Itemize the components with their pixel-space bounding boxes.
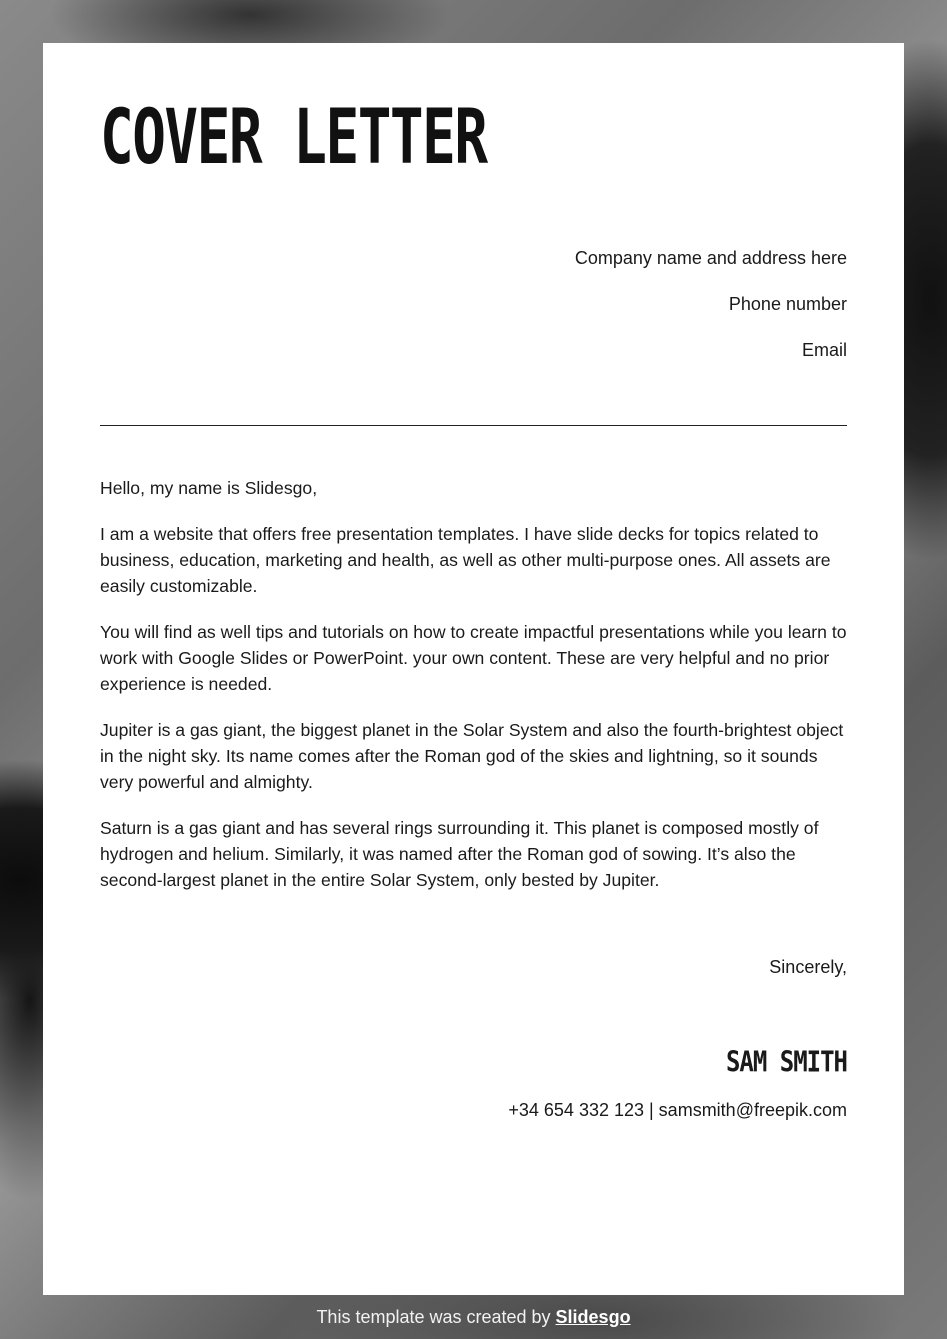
paragraph: Jupiter is a gas giant, the biggest planet in the Solar System and also the fourth-brightest object in the night sky. Its name comes after the Roman god of the skies and lightning, so it sounds very powerful and almighty. — [100, 720, 844, 792]
sender-name: SAM SMITH — [725, 1045, 847, 1079]
paragraph: You will find as well tips and tutorials on how to create impactful presentations while you learn to work with Google Slides or PowerPoint. your own content. These are very helpful and no prior experience is needed. — [100, 622, 847, 694]
recipient-company: Company name and address here — [574, 248, 847, 268]
letter-page — [43, 43, 904, 1295]
letter-body — [100, 475, 847, 913]
sender-contact: +34 654 332 123 | samsmith@freepik.com — [508, 1100, 847, 1120]
page-title: COVER LETTER — [100, 94, 487, 182]
greeting: Hello, my name is Slidesgo, — [100, 478, 318, 498]
recipient-phone: Phone number — [728, 294, 847, 314]
recipient-email: Email — [801, 340, 847, 360]
divider — [100, 425, 847, 426]
paragraph: Saturn is a gas giant and has several rings surrounding it. This planet is composed mostly of hydrogen and helium. Similarly, it was named after the Roman god of sowing. It’s also the second-largest planet in the entire Solar System, only bested by Jupiter. — [100, 818, 819, 890]
recipient-block — [575, 248, 847, 386]
paragraph: I am a website that offers free presentation templates. I have slide decks for topics related to business, education, marketing and health, as well as other multi-purpose ones. All assets are easily customizable. — [100, 524, 831, 596]
closing: Sincerely, — [769, 957, 847, 977]
footer-credit — [0, 1307, 947, 1328]
footer-text: This template was created by — [316, 1307, 556, 1327]
slidesgo-link[interactable]: Slidesgo — [555, 1307, 631, 1327]
